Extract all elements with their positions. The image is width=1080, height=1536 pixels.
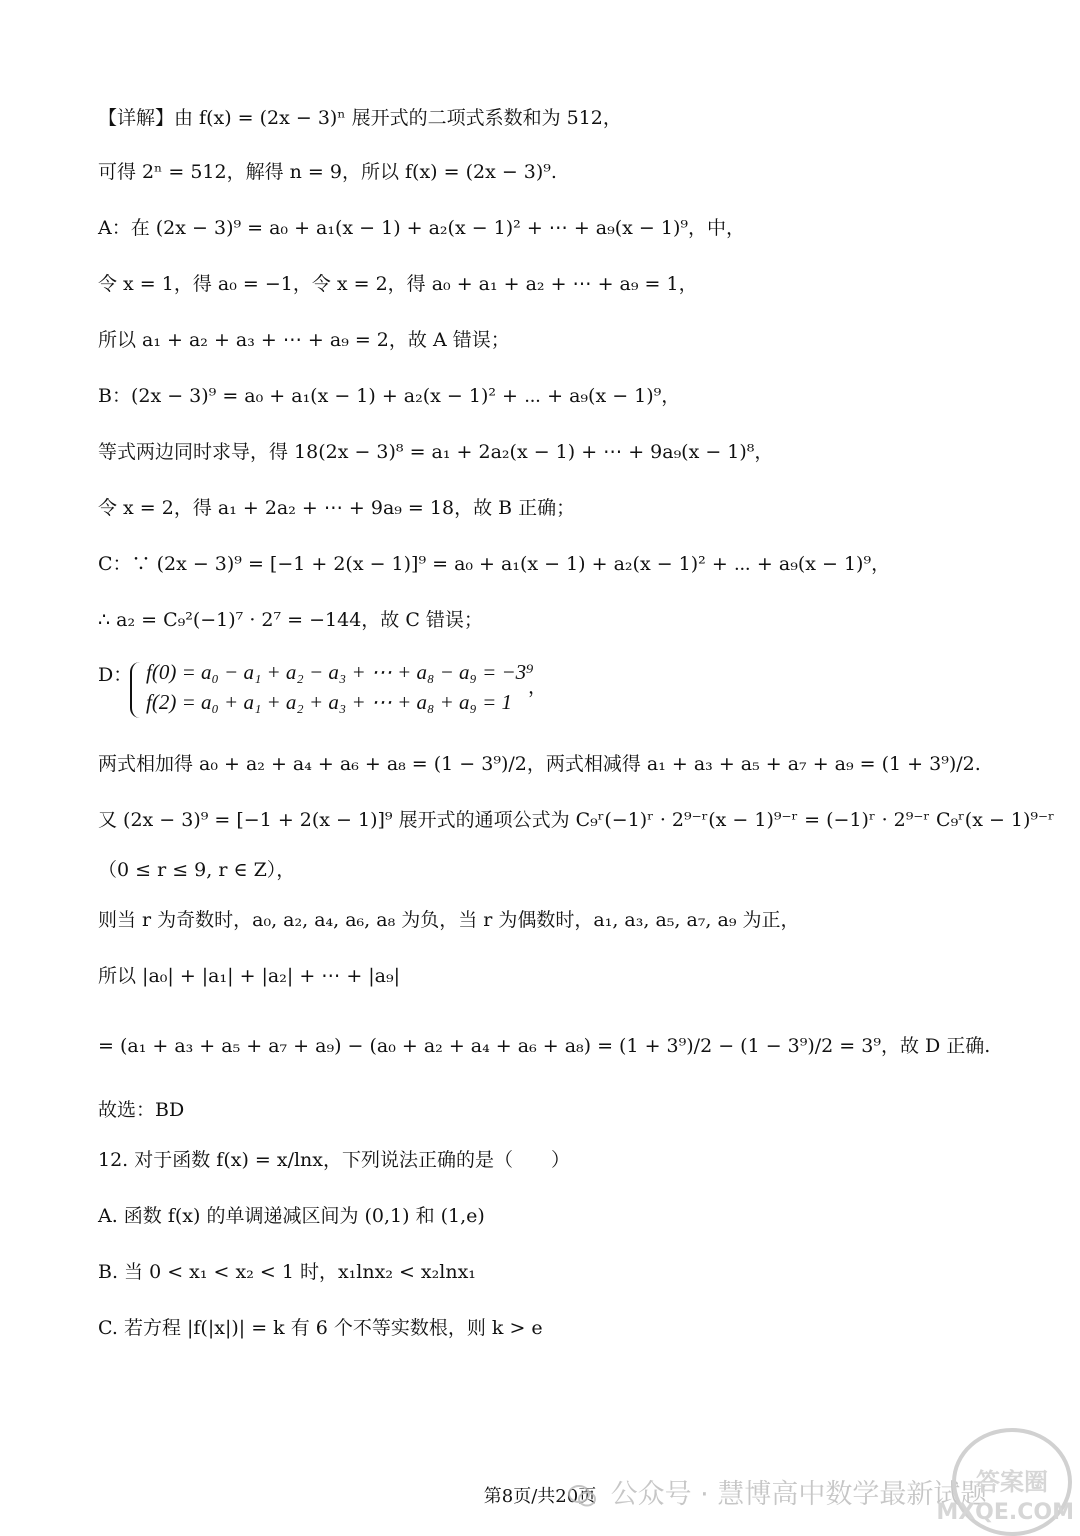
text-line: 所以 |a₀| + |a₁| + |a₂| + ⋯ + |a₉| — [98, 965, 401, 987]
text-line: ∴ a₂ = C₉²(−1)⁷ · 2⁷ = −144，故 C 错误； — [98, 609, 483, 631]
text-line: 又 (2x − 3)⁹ = [−1 + 2(x − 1)]⁹ 展开式的通项公式为 C₉ʳ(−1)ʳ · 2⁹⁻ʳ(x − 1)⁹⁻ʳ = (−1)ʳ · 2⁹⁻ʳ C₉ʳ(x − 1)⁹⁻ʳ — [98, 809, 1055, 831]
system-tail: ， — [528, 676, 548, 698]
left-brace-icon — [130, 662, 142, 718]
option-d-label: D： — [98, 664, 133, 686]
text-line: = (a₁ + a₃ + a₅ + a₇ + a₉) − (a₀ + a₂ + a₄ + a₆ + a₈) = (1 + 3⁹)/2 − (1 − 3⁹)/2 = 3⁹，故 D 正确. — [98, 1035, 991, 1057]
watermark-domain: MXQE.COM — [936, 1500, 1074, 1525]
wechat-icon — [568, 1484, 596, 1508]
text-line: C：∵ (2x − 3)⁹ = [−1 + 2(x − 1)]⁹ = a₀ + a₁(x − 1) + a₂(x − 1)² + ⋯ + a₉(x − 1)⁹， — [98, 553, 891, 575]
text-line: 故选：BD — [98, 1099, 185, 1121]
text-line: C. 若方程 |f(|x|)| = k 有 6 个不等实数根，则 k > e — [98, 1317, 543, 1339]
watermark-logo-text: 答案圈 — [976, 1468, 1048, 1496]
text-line: 两式相加得 a₀ + a₂ + a₄ + a₆ + a₈ = (1 − 3⁹)/2，两式相减得 a₁ + a₃ + a₅ + a₇ + a₉ = (1 + 3⁹)/2. — [98, 753, 981, 775]
text-line: A. 函数 f(x) 的单调递减区间为 (0,1) 和 (1,e) — [98, 1205, 485, 1227]
text-line: （0 ≤ r ≤ 9, r ∈ Z）， — [98, 859, 296, 881]
text-line: B：(2x − 3)⁹ = a₀ + a₁(x − 1) + a₂(x − 1)² + ⋯ + a₉(x − 1)⁹， — [98, 385, 681, 407]
text-line: 可得 2ⁿ = 512，解得 n = 9，所以 f(x) = (2x − 3)⁹. — [98, 161, 557, 183]
system-row-1: f(0) = a₀ − a₁ + a₂ − a₃ + ⋯ + a₈ − a₉ = −3⁹ — [146, 660, 534, 684]
text-line: 12. 对于函数 f(x) = x/lnx，下列说法正确的是（ ） — [98, 1149, 571, 1171]
text-line: 令 x = 2，得 a₁ + 2a₂ + ⋯ + 9a₉ = 18，故 B 正确； — [98, 497, 576, 519]
equation-system-d — [98, 660, 548, 714]
text-line: A：在 (2x − 3)⁹ = a₀ + a₁(x − 1) + a₂(x − 1)² + ⋯ + a₉(x − 1)⁹，中， — [98, 217, 745, 239]
text-line: 等式两边同时求导，得 18(2x − 3)⁸ = a₁ + 2a₂(x − 1) + ⋯ + 9a₉(x − 1)⁸， — [98, 441, 774, 463]
page-footer: 第8页/共20页 — [483, 1486, 597, 1507]
watermark-text: 公众号 · 慧博高中数学最新试题 — [610, 1479, 988, 1510]
text-line: B. 当 0 < x₁ < x₂ < 1 时，x₁lnx₂ < x₂lnx₁ — [98, 1261, 476, 1283]
text-line: 令 x = 1，得 a₀ = −1，令 x = 2，得 a₀ + a₁ + a₂ + ⋯ + a₉ = 1， — [98, 273, 698, 295]
text-line: 所以 a₁ + a₂ + a₃ + ⋯ + a₉ = 2，故 A 错误； — [98, 329, 510, 351]
text-line: 则当 r 为奇数时，a₀, a₂, a₄, a₆, a₈ 为负，当 r 为偶数时，a₁, a₃, a₅, a₇, a₉ 为正， — [98, 909, 800, 931]
watermark — [568, 1468, 1080, 1527]
text-line: 【详解】由 f(x) = (2x − 3)ⁿ 展开式的二项式系数和为 512， — [98, 107, 622, 129]
system-row-2: f(2) = a₀ + a₁ + a₂ + a₃ + ⋯ + a₈ + a₉ = 1 — [146, 690, 512, 714]
